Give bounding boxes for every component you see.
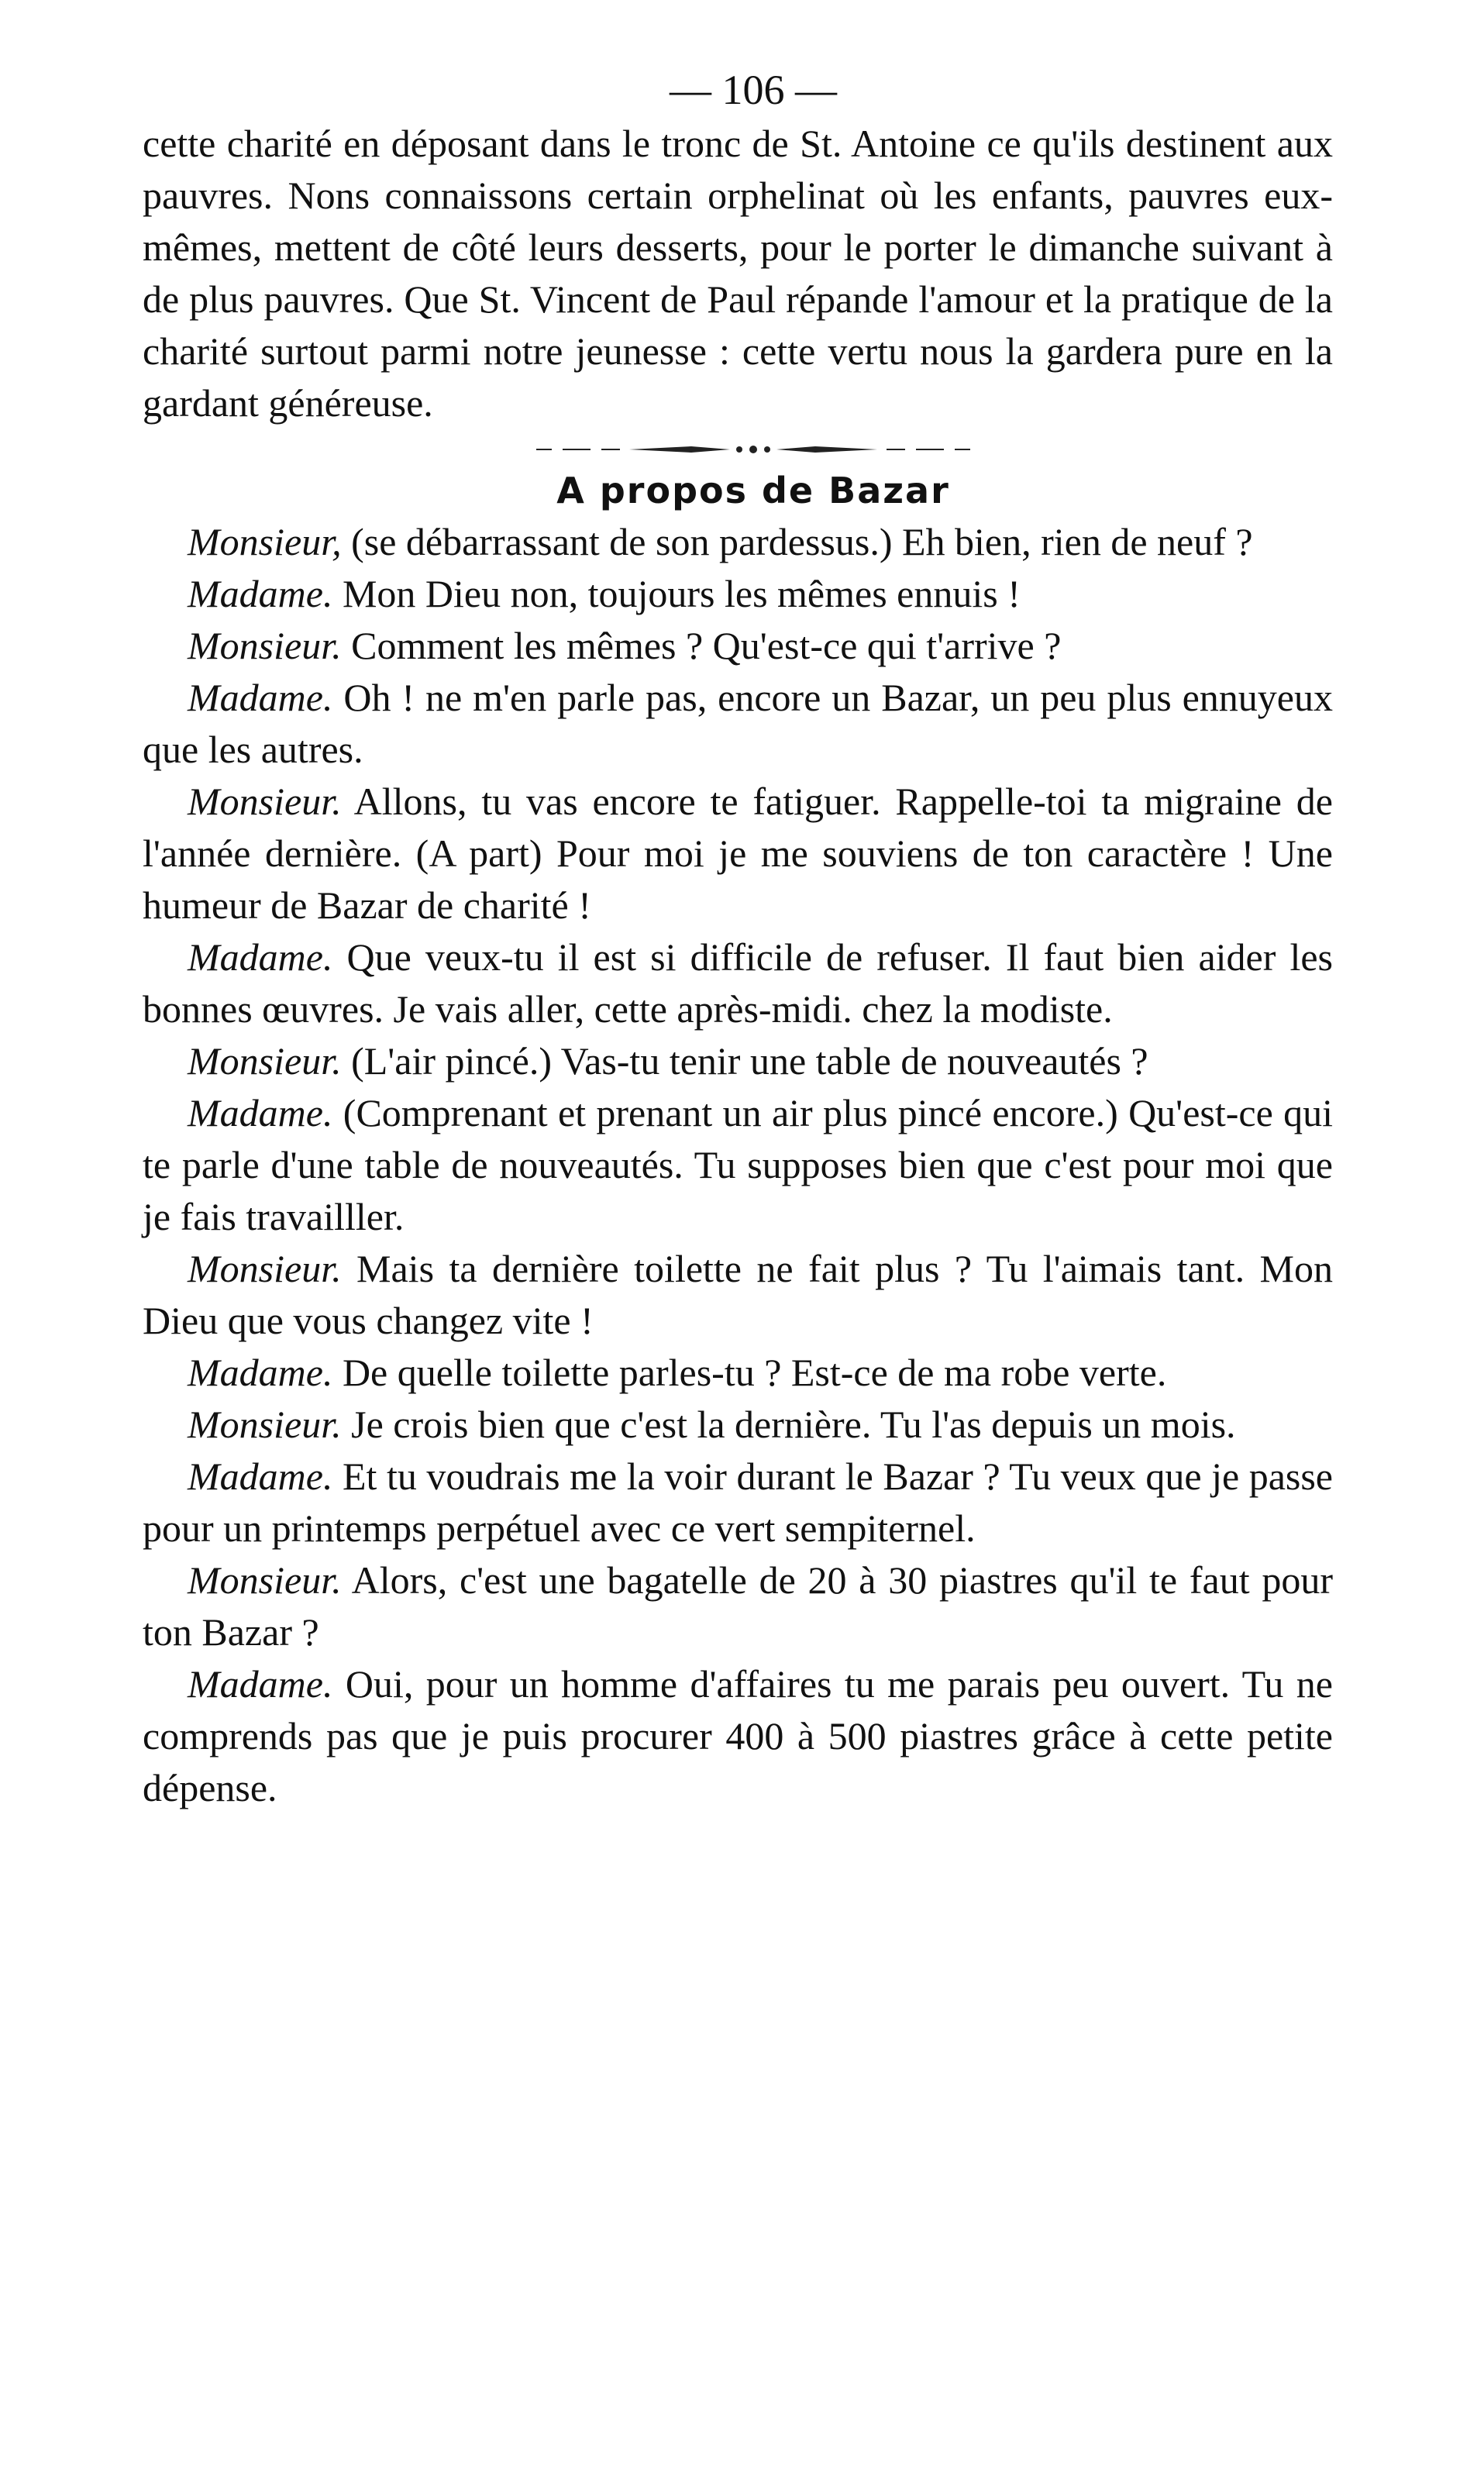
dialogue-line xyxy=(143,568,1333,620)
dialogue-line xyxy=(143,1658,1333,1814)
speaker-name: Monsieur. xyxy=(188,780,342,823)
speech-text: De quelle toilette parles-tu ? Est-ce de ma robe verte. xyxy=(332,1351,1167,1394)
speaker-name: Monsieur. xyxy=(188,624,342,667)
dialogue-line xyxy=(143,1451,1333,1554)
speaker-name: Madame. xyxy=(188,1351,333,1394)
speaker-name: Madame. xyxy=(188,1662,333,1706)
speaker-name: Monsieur. xyxy=(188,1403,342,1446)
dialogue-line xyxy=(143,1399,1333,1451)
dialogue-line xyxy=(143,931,1333,1035)
page-number: — 106 — xyxy=(670,67,837,113)
section-title: A propos de Bazar xyxy=(556,470,950,511)
speech-text: Et tu voudrais me la voir durant le Bazar ? Tu veux que je passe pour un printemps perpétuel avec ce vert sempiternel. xyxy=(143,1455,1333,1550)
speaker-name: Monsieur. xyxy=(188,1247,342,1290)
speech-text: Alors, c'est une bagatelle de 20 à 30 piastres qu'il te faut pour ton Bazar ? xyxy=(143,1558,1333,1654)
speech-text: Oh ! ne m'en parle pas, encore un Bazar, un peu plus ennuyeux que les autres. xyxy=(143,676,1333,771)
speech-text: (L'air pincé.) Vas-tu tenir une table de nouveautés ? xyxy=(341,1039,1148,1083)
speech-text: (Comprenant et prenant un air plus pincé encore.) Qu'est-ce qui te parle d'une table de nouveautés. Tu supposes bien que c'est pour moi que je fais travailller. xyxy=(143,1091,1333,1238)
speaker-name: Monsieur. xyxy=(188,1558,342,1602)
speaker-name: Monsieur. xyxy=(188,1039,342,1083)
section-divider-ornament xyxy=(174,434,1333,465)
dialogue xyxy=(143,516,1333,1814)
speech-text: Mais ta dernière toilette ne fait plus ? Tu l'aimais tant. Mon Dieu que vous changez vite ! xyxy=(143,1247,1333,1342)
dialogue-line xyxy=(143,620,1333,672)
speech-text: Allons, tu vas encore te fatiguer. Rappelle-toi ta migraine de l'année dernière. (A part) Pour moi je me souviens de ton caractère ! Une humeur de Bazar de charité ! xyxy=(143,780,1333,927)
speaker-name: Monsieur, xyxy=(188,520,342,563)
speech-text: Oui, pour un homme d'affaires tu me parais peu ouvert. Tu ne comprends pas que je puis procurer 400 à 500 piastres grâce à cette petite dépense. xyxy=(143,1662,1333,1809)
speaker-name: Madame. xyxy=(188,572,333,615)
dialogue-line xyxy=(143,1243,1333,1347)
speech-text: Comment les mêmes ? Qu'est-ce qui t'arrive ? xyxy=(341,624,1062,667)
dialogue-line xyxy=(143,1347,1333,1399)
book-page xyxy=(143,62,1333,1814)
dialogue-line xyxy=(143,672,1333,776)
speech-text: (se débarrassant de son pardessus.) Eh bien, rien de neuf ? xyxy=(341,520,1253,563)
dialogue-line xyxy=(143,1087,1333,1243)
dialogue-line xyxy=(143,516,1333,568)
dialogue-line xyxy=(143,776,1333,931)
speaker-name: Madame. xyxy=(188,676,333,719)
dialogue-line xyxy=(143,1035,1333,1087)
speech-text: Que veux-tu il est si difficile de refuser. Il faut bien aider les bonnes œuvres. Je vais aller, cette après-midi. chez la modiste. xyxy=(143,935,1333,1031)
opening-paragraph: cette charité en déposant dans le tronc de St. Antoine ce qu'ils destinent aux pauvres. Nons connaissons certain orphelinat où les enfants, pauvres eux-mêmes, mettent de côté leurs desserts, pour le porter le dimanche suivant à de plus pauvres. Que St. Vincent de Paul répande l'amour et la pratique de la charité surtout parmi notre jeunesse : cette vertu nous la gardera pure en la gardant généreuse. xyxy=(143,122,1333,425)
dialogue-line xyxy=(143,1554,1333,1658)
speaker-name: Madame. xyxy=(188,1455,333,1498)
ornament-rule-icon xyxy=(536,443,970,456)
speaker-name: Madame. xyxy=(188,1091,333,1134)
speaker-name: Madame. xyxy=(188,935,333,979)
speech-text: Mon Dieu non, toujours les mêmes ennuis ! xyxy=(332,572,1021,615)
speech-text: Je crois bien que c'est la dernière. Tu l'as depuis un mois. xyxy=(341,1403,1236,1446)
